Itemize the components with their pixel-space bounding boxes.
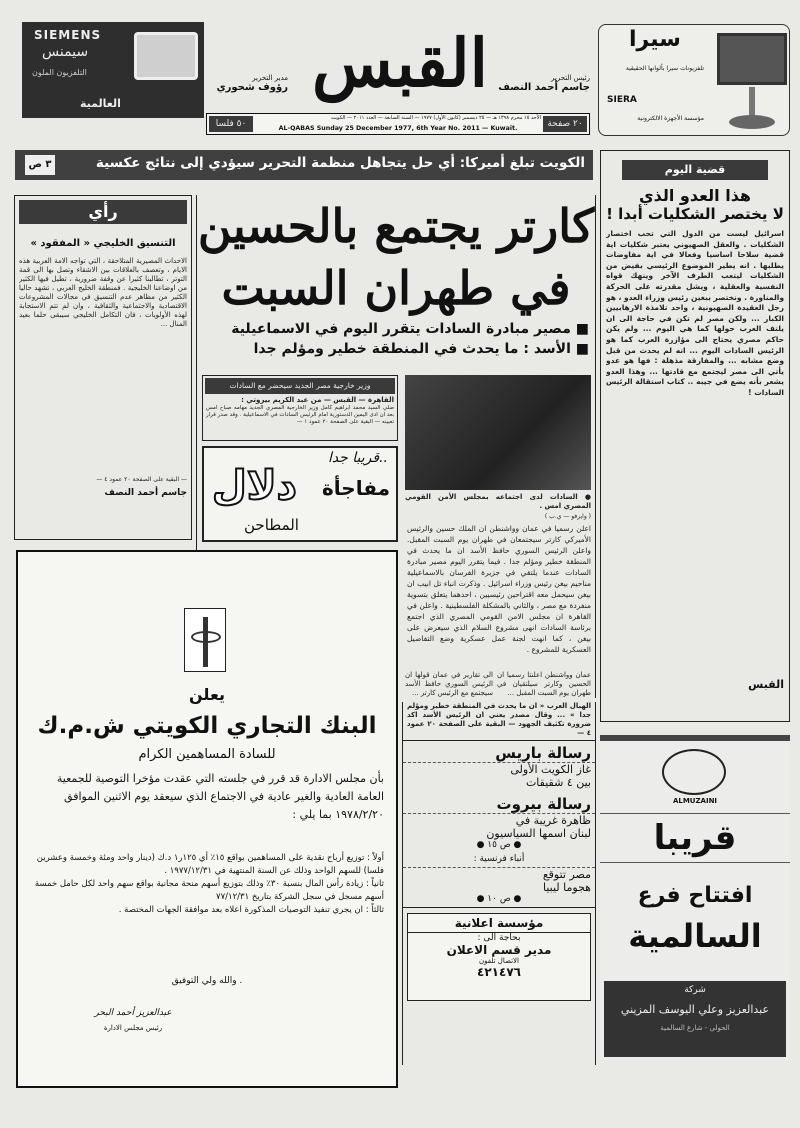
price: ٥٠ فلسا (209, 116, 253, 132)
dalal-logo: دلال (212, 463, 298, 509)
french-page: ● ص ١٠ ● (403, 894, 595, 908)
almuzaini-sub: الحولي - شارع السالمية (660, 1024, 730, 1032)
opinion-body: الاحداث المصيرية المتلاحقة ، التي تواجه الامة العربية هذه الايام ، وتعصف بالعلاقات بين الاشقاء وتصل بها الى قمة التوتر ، تطالبنا كثيرا عن وقفة ضرورية ، تطيل فيها الكثير من اوضاعنا الخليجية . فمنطقة الخليج العربي ، تشهد حاليا الكثير من مظاهر عدم التنسيق في مجالات المشروعات الاقتصادية والاجتماعية والثقافية ، وان لم تتم الاستجابة لهذه الأولويات ، فان التكامل الخليجي سيبقى حلما بعيد المنال ... (19, 257, 187, 328)
subheadline-1: ■ مصير مبادرة السادات يتقرر اليوم في الاسماعيلية (231, 321, 589, 337)
beirut-title[interactable]: رسالة بيروت (496, 795, 591, 813)
subheadline-1-text: مصير مبادرة السادات يتقرر اليوم في الاسماعيلية (231, 321, 571, 337)
briefs-column (402, 702, 596, 1065)
beirut-page: ● ص ١٥ ● (476, 840, 522, 850)
tv-image (134, 32, 198, 80)
agency-title: مؤسسة اعلانية (408, 914, 590, 933)
opinion-author: جاسم أحمد النصف (104, 488, 187, 498)
photo-caption: ● السادات لدى اجتماعه بمجلس الأمن القومي المصري امس . (405, 493, 591, 510)
almuzaini-company-label: شركة (684, 985, 706, 995)
siera-brand-ar: سيرا (629, 27, 681, 52)
siemens-dealer: العالمية (80, 97, 121, 110)
beirut-line-1: ظاهرة غريبة في (403, 813, 595, 827)
dalal-teaser: قريبا جدا.. (327, 450, 388, 466)
bank-closing: والله ولي التوفيق . (171, 976, 243, 986)
bank-recipients: للسادة المساهمين الكرام (138, 747, 276, 762)
banner-page-ref: ٣ ص (25, 155, 55, 175)
lead-story-col-b: الى تقارير في عمان قولها ان الرئيس السوري حافظ الأسد سيجتمع مع الرئيس كارتر ... (405, 671, 493, 697)
siera-dealer: مؤسسة الأجهزة الالكترونية (637, 115, 704, 122)
bank-item-1: أولاً : توزيع أرباح نقدية على المساهمين بواقع ١٥٪ أي ١٢٥ر١ د.ك (دينار واحد ومئة وخمسة وعشرين فلسا) للسهم الواحد وذلك عن السنة المنتهية في ١٩٧٧/١٢/٣١ . (36, 853, 384, 876)
bank-item-2: ثانياً : زيادة رأس المال بنسبة ٣٠٪ وذلك بتوزيع أسهم منحة مجانية بواقع سهم واحد لكل حامل خمسة أسهم مسجل في سجل الشركة بتاريخ ٧٧/١٢/٣١ (34, 879, 384, 902)
minister-body: ضلي السيد محمد ابراهيم كامل وزير الخارجية المصري الجديد مهامه صباح امس بعد ان ادى اليمين الدستورية امام الرئيس السادات في الاسماعيلية . وقد صدر قرار تعيينه — البقية على الصفحة ٢٠ عمود ١ — (206, 405, 394, 425)
tv-stand (749, 87, 755, 117)
minister-story (202, 375, 398, 441)
issue-title-2[interactable]: لا يختصر الشكليات أبدا ! (606, 205, 784, 223)
siemens-tagline: التلفزيون الملون (32, 68, 87, 77)
paris-line-2: بين ٤ شقيقات (525, 776, 591, 789)
pages-count: ٢٠ صفحة (543, 116, 587, 132)
minister-dateline: القاهرة — القبس — من عبد الكريم بيروتي : (241, 396, 394, 404)
issue-label: قضية اليوم (622, 160, 768, 180)
banner-headline-bar (15, 150, 593, 180)
french-label: أنباء فرنسية : (473, 854, 525, 864)
agency-contact: الاتصال تلفون (479, 957, 519, 965)
dalal-surprise: مفاجأة (321, 476, 390, 500)
managing-editor-name: رؤوف شحوري (216, 82, 288, 93)
dalal-ad[interactable] (202, 446, 398, 542)
lead-story-body: اعلن رسميا في عمان وواشنطن ان الملك حسين والرئيس الأميركي كارتر سيجتمعان في طهران يوم السبت المقبل. واعلن الرئيس السوري حافظ الأسد ان ما يحدث في المنطقة خطير ومؤلم جدا . فيما يتقرر اليوم مصير مبادرة السادات عندما يلتقي في جزيرة الفرسان بالاسماعيلية مناحيم بيغن رئيس وزراء اسرائيل . وذكرت انباء تل ابيب ان بيغن سيحمل معه اقتراحين رئيسيين ، احدهما يتعلق بتسوية منفردة مع مصر ، والثاني بالمشكلة الفلسطينية . واعلن في القاهرة ان مجلس الامن القومي المصري الذي اجتمع برئاسة السادات انهى مشروع السلام الذي سيعرض على بيغن ، كما انهت لجنة عمل عسكرية وضع التفاصيل العسكرية للمشروع . (407, 524, 591, 654)
almuzaini-branch: السالمية (628, 917, 762, 955)
banner-headline[interactable]: الكويت تبلغ أميركا: أي حل يتجاهل منظمة التحرير سيؤدي إلى نتائج عكسية (95, 155, 585, 171)
siemens-brand: SIEMENS (34, 28, 102, 42)
almuzaini-opening: افتتاح فرع (637, 883, 753, 908)
tv-base (729, 115, 775, 129)
tv-image (717, 33, 787, 85)
french-line-1: مصر تتوقع (403, 867, 595, 881)
bank-items (32, 852, 384, 917)
minister-headline[interactable]: وزير خارجية مصر الجديد سيحضر مع السادات (205, 378, 395, 394)
date-arabic: الأحد ١٥ محرم ١٣٩٨ هـ — ٢٥ ديسمبر (كانون الأول) ١٩٧٧ — السنة السابعة — العدد ٢٠١١ — الكويت (330, 115, 541, 121)
dalal-sub: المطاحن (244, 516, 299, 534)
editor-in-chief-label: رئيس التحرير (551, 74, 590, 82)
date-english: AL-QABAS Sunday 25 December 1977, 6th Year No. 2011 — Kuwait. (278, 125, 518, 132)
paris-line-1: غاز الكويت الأولى (403, 762, 595, 776)
main-headline-1[interactable]: كارتر يجتمع بالحسين (197, 199, 595, 253)
editor-in-chief-name: جاسم أحمد النصف (498, 82, 590, 93)
french-line-2: هجوما ليبيا (543, 881, 591, 894)
bank-ad[interactable] (16, 550, 398, 1088)
managing-editor (208, 74, 288, 93)
siera-tagline: تلفزيونات سيرا بألوانها الحقيقية (625, 65, 704, 72)
managing-editor-label: مدير التحرير (252, 74, 288, 82)
subheadline-2-text: الأسد : ما يحدث في المنطقة خطير ومؤلم جدا (253, 341, 571, 357)
bank-signatory: عبدالعزيز أحمد البحر (94, 1008, 172, 1018)
almuzaini-company: عبدالعزيز وعلي اليوسف المزيني (620, 1003, 770, 1016)
almuzaini-logo (662, 749, 726, 795)
beirut-line-2: لبنان اسمها السياسيون (486, 827, 591, 840)
almuzaini-soon: قريبا (600, 813, 790, 863)
lead-story-col-a: عمان وواشنطن اعلنتا رسميا ان الحسين وكارتر سيلتقيان في طهران يوم السبت المقبل ... (497, 671, 591, 697)
bank-item-3: ثالثاً : ان يجري تنفيذ التوصيات المذكورة اعلاه بعد موافقة الجهات المختصة . (118, 905, 384, 915)
siemens-brand-ar: سيمنس (42, 44, 89, 60)
photo-credit: ( وايرفو — ي.ب ) (544, 513, 591, 520)
bank-logo (184, 608, 226, 672)
news-photo (405, 375, 591, 490)
date-bar (206, 113, 590, 135)
agency-phone: ٤٢١٤٧٦ (477, 965, 521, 979)
paris-title[interactable]: رسالة باريس (495, 744, 591, 762)
issue-body: اسرائيل ليست من الدول التي تحب اختصار الشكليات . والعقل الصهيوني يعتبر شكليات اية قضية سلاحا اساسيا وفعالا في اية مفاوضات يطلبها . انه يطير الموضوع الرئيسي بفيض من الشكليات ليتعب الطرف الآخر وينهك قواه النفسية والعقلية ، ويشل مقدرته على الحركة والمناورة . ونختصر ببغين رئيس وزراء العدو ، هو رجل العقيدة الصهيونية ، واحد تلامذة الارهابيين الكبار ... ولكن مصر لم تكن في حاجة الى ان يلتف العرب حولها كما هي اليوم ... ولم يكن حاكم مصري يحتاج الى مؤازرة العرب كما هو الرئيس السادات اليوم ... انه لم يحدث من قبل وضع مشابه ... والمفارقة مذهلة : فها هو عدو يأتي الى مصر ليجتمع مع قادتها ... وهذا العدو يشعر بأنه يضع في جيبه .. كتاب استقالة الرئيس السادات ! (606, 229, 784, 397)
issue-title-1[interactable]: هذا العدو الذي (638, 186, 752, 205)
main-headline-2[interactable]: في طهران السبت (221, 261, 571, 315)
almuzaini-company-box (604, 981, 786, 1057)
agency-need: بحاجة الى : (477, 933, 521, 943)
opinion-title: التنسيق الخليجي « المفقود » (30, 238, 176, 249)
issue-signature: القبس (748, 678, 784, 691)
agency-ad[interactable] (407, 913, 591, 1001)
bank-signatory-title: رئيس مجلس الادارة (103, 1024, 163, 1032)
opinion-column (14, 195, 192, 540)
siemens-ad[interactable] (22, 22, 204, 118)
newspaper-logo: القبس (312, 24, 488, 102)
subheadline-2: ■ الأسد : ما يحدث في المنطقة خطير ومؤلم جدا (253, 341, 589, 357)
bank-announces: يعلن (189, 685, 225, 704)
briefs-top: الهبال العرب « ان ما يحدث في المنطقة خطير ومؤلم جدا » ... وقال مصدر يعني ان الرئيس الأسد اكد ضرورة تكثيف الجهود — البقية على الصفحة ٢٠ عمود ٤ — (407, 702, 591, 737)
agency-role: مدير قسم الاعلان (446, 943, 552, 957)
opinion-continued: — البقية على الصفحة ٢٠ عمود ٤ — (96, 476, 187, 483)
opinion-label: رأي (19, 200, 187, 224)
almuzaini-ad[interactable] (600, 735, 790, 1060)
bank-intro: بأن مجلس الادارة قد قرر في جلسته التي عقدت مؤخرا التوصية للجمعية العامة العادية والغير عادية في الاجتماع الذي سيعقد يوم الاثنين الموافق ١٩٧٨/٢/٢٠ بما يلي : (56, 772, 384, 821)
almuzaini-logo-text: ALMUZAINI (672, 797, 718, 805)
bank-name: البنك التجاري الكويتي ش.م.ك (37, 713, 377, 739)
issue-of-day-column (600, 150, 790, 722)
siera-ad[interactable] (598, 24, 790, 136)
siera-brand: SIERA (607, 95, 637, 105)
